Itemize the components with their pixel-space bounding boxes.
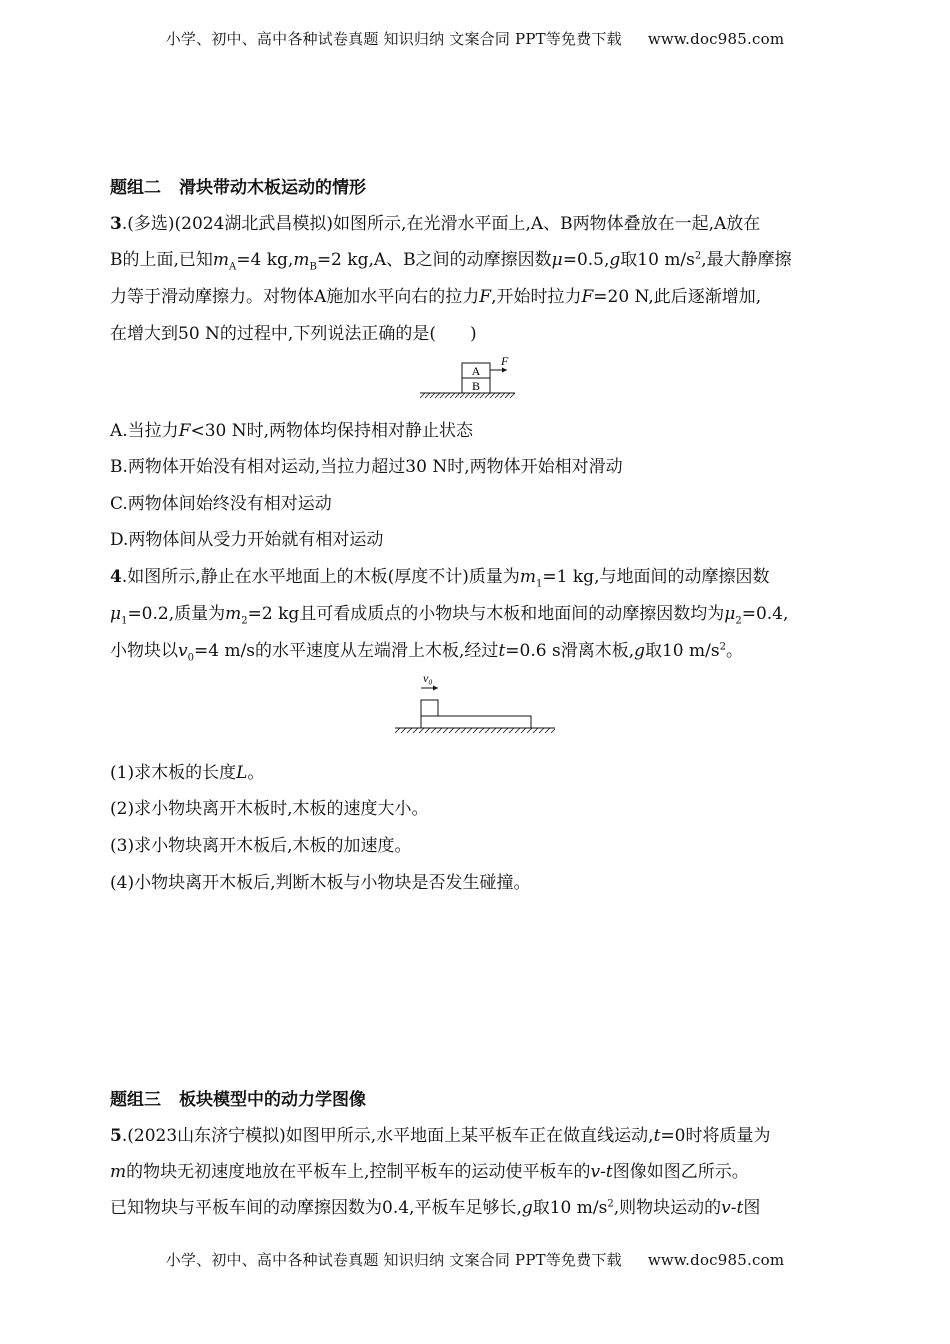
force-arrowhead: [502, 368, 507, 373]
page-header: [0, 28, 950, 49]
board: [421, 716, 531, 728]
footer-text: 小学、初中、高中各种试卷真题 知识归纳 文案合同 PPT等免费下载: [165, 1251, 622, 1269]
v0-label: v₀: [423, 671, 433, 685]
q4-sub-1: (1)求木板的长度L。: [110, 763, 265, 783]
q5-line-1: 5.(2023山东济宁模拟)如图甲所示,水平地面上某平板车正在做直线运动,t=0时将质量为: [110, 1126, 771, 1146]
block-b-label: B: [471, 379, 481, 393]
q3-line-1: 3.(多选)(2024湖北武昌模拟)如图所示,在光滑水平面上,A、B两物体叠放在一起,A放在: [110, 214, 761, 234]
q4-number: 4: [110, 567, 122, 587]
q3-option-c: C.两物体间始终没有相对运动: [110, 494, 332, 514]
q3-figure: [415, 352, 525, 402]
ground-hatch: [420, 393, 515, 398]
block-a-label: A: [471, 364, 481, 378]
group2-title: 滑块带动木板运动的情形: [179, 178, 366, 198]
q3-number: 3: [110, 214, 122, 234]
group3-title: 板块模型中的动力学图像: [179, 1090, 366, 1110]
q5-line-3: 已知物块与平板车间的动摩擦因数为0.4,平板车足够长,g取10 $m/s^2$,则物块运动的v-t图: [110, 1198, 761, 1218]
header-text: 小学、初中、高中各种试卷真题 知识归纳 文案合同 PPT等免费下载: [165, 30, 622, 48]
q4-line-1: 4.如图所示,静止在水平地面上的木板(厚度不计)质量为$m_1=1$ kg,与地面间的动摩擦因数: [110, 567, 770, 590]
q4-figure: [390, 670, 560, 736]
velocity-arrowhead: [433, 686, 438, 691]
q4-line-3: 小物块以$v_0=4$ m/s的水平速度从左端滑上木板,经过t=0.6 s滑离木板,g取10 $m/s^2$。: [110, 641, 743, 664]
q3-option-d: D.两物体间从受力开始就有相对运动: [110, 530, 384, 550]
q3-option-a: A.当拉力F<30 N时,两物体均保持相对静止状态: [110, 421, 474, 441]
page-footer: [0, 1249, 950, 1270]
group2-heading: [110, 178, 840, 198]
group2-label: 题组二: [110, 178, 161, 198]
q3-line-2: B的上面,已知$m_A=4$ $kg,m_B=2$ kg,A、B之间的动摩擦因数μ=0.5,g取10 $m/s^2$,最大静摩擦: [110, 250, 792, 273]
group3-heading: [110, 1090, 840, 1110]
q5-line-2: m的物块无初速度地放在平板车上,控制平板车的运动使平板车的v-t图像如图乙所示。: [110, 1162, 749, 1182]
q4-line-2: $\mu_1=0.2$,质量为$m_2=2$ kg且可看成质点的小物块与木板和地面间的动摩擦因数均为$\mu_2=0.4$,: [110, 604, 789, 627]
header-url[interactable]: www.doc985.com: [647, 30, 785, 48]
small-block: [421, 700, 438, 716]
q4-sub-2: (2)求小物块离开木板时,木板的速度大小。: [110, 799, 429, 819]
q3-line-4: 在增大到50 N的过程中,下列说法正确的是( ): [110, 324, 477, 344]
force-label: F: [501, 354, 509, 368]
q4-sub-4: (4)小物块离开木板后,判断木板与小物块是否发生碰撞。: [110, 873, 531, 893]
q5-number: 5: [110, 1126, 122, 1146]
q3-line-3: 力等于滑动摩擦力。对物体A施加水平向右的拉力F,开始时拉力F=20 N,此后逐渐增加,: [110, 287, 762, 307]
q3-option-b: B.两物体开始没有相对运动,当拉力超过30 N时,两物体开始相对滑动: [110, 457, 623, 477]
ground-hatch: [395, 728, 555, 733]
q4-sub-3: (3)求小物块离开木板后,木板的加速度。: [110, 836, 412, 856]
group3-label: 题组三: [110, 1090, 161, 1110]
footer-url[interactable]: www.doc985.com: [647, 1251, 785, 1269]
